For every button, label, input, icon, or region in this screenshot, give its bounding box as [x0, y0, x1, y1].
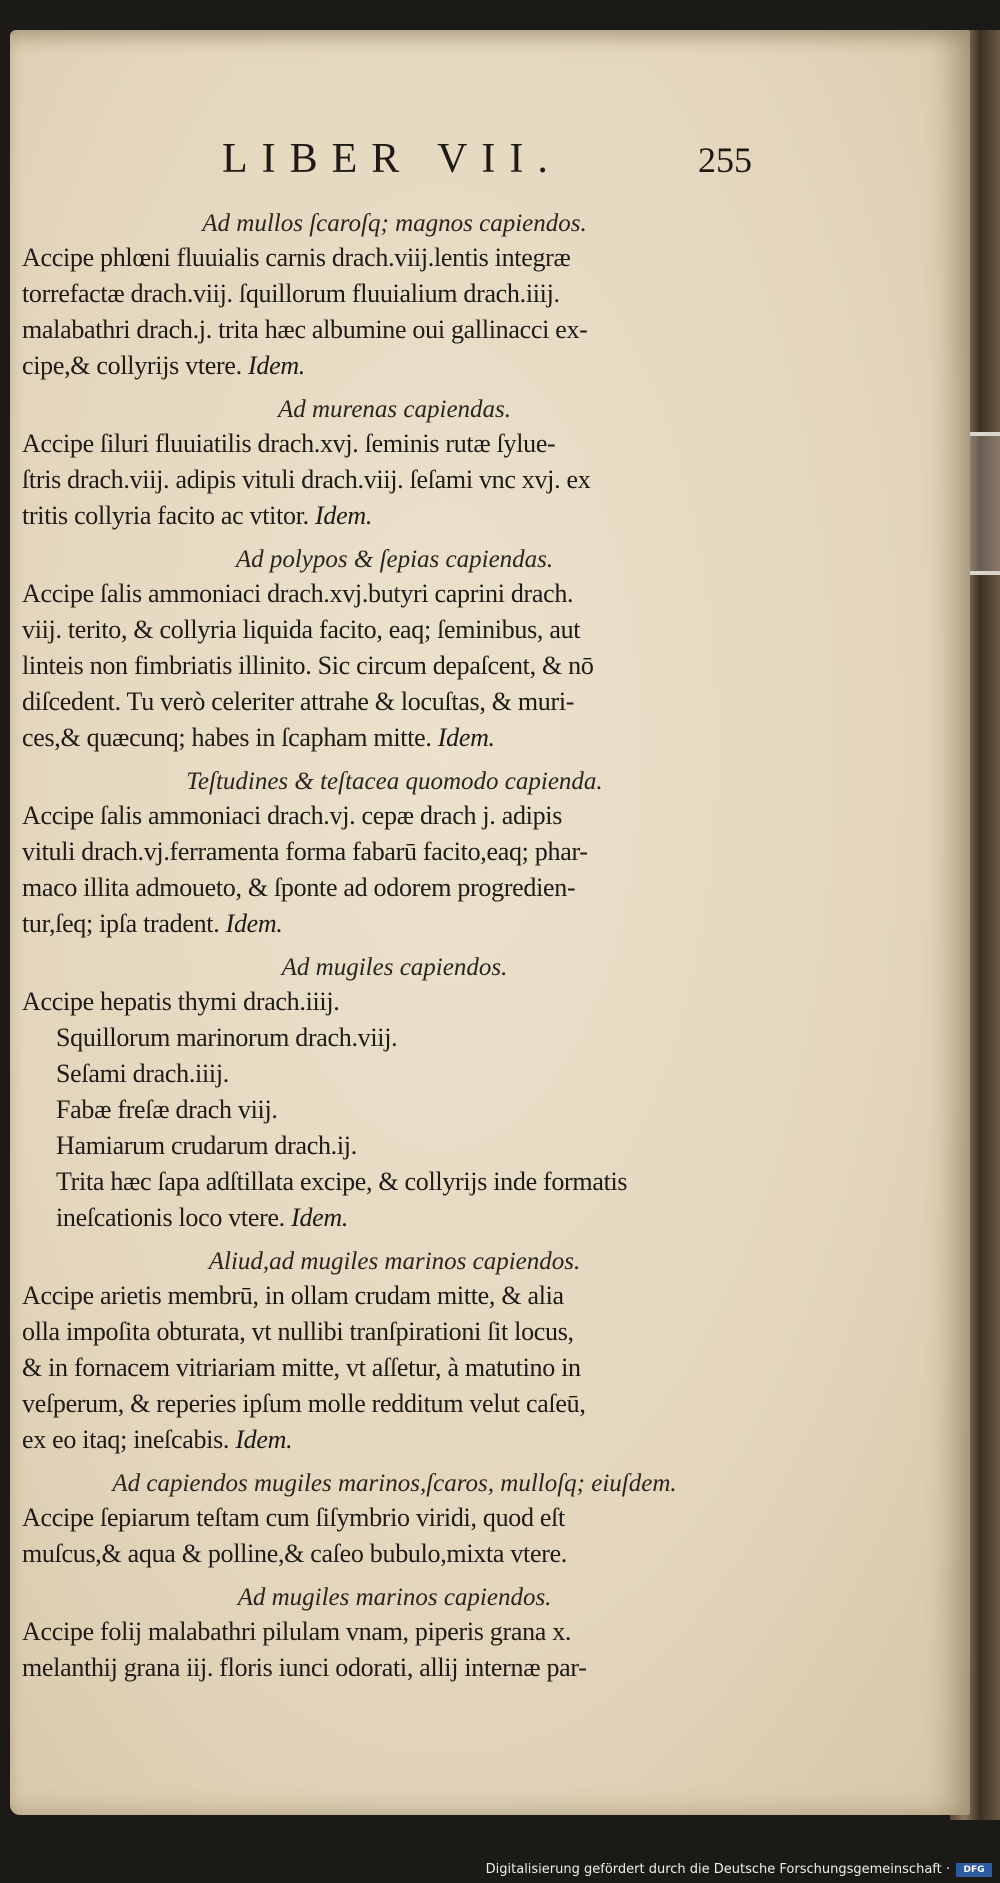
text-line: tritis collyria facito ac vtitor. Idem.	[22, 501, 373, 530]
credit-text: Digitalisierung gefördert durch die Deutsche Forschungsgemeinschaft ·	[485, 1862, 950, 1877]
text-line: Accipe ſepiarum teſtam cum ſiſymbrio viridi, quod eſt	[22, 1503, 565, 1532]
running-head: LIBER VII.	[222, 136, 562, 182]
text-line: ineſcationis loco vtere. Idem.	[56, 1203, 349, 1232]
text-line: Accipe arietis membrū, in ollam crudam mitte, & alia	[22, 1281, 564, 1310]
text-line: muſcus,& aqua & polline,& caſeo bubulo,mixta vtere.	[22, 1539, 568, 1568]
page-text	[22, 208, 767, 1696]
recipe-section	[22, 952, 767, 1246]
section-rubric: Ad mugiles capiendos.	[281, 954, 508, 981]
recipe-section	[22, 208, 767, 394]
section-rubric: Ad mugiles marinos capiendos.	[237, 1584, 552, 1611]
recipe-section	[22, 1582, 767, 1696]
recipe-section	[22, 1246, 767, 1468]
text-line: Hamiarum crudarum drach.ij.	[56, 1131, 357, 1160]
dfg-logo: DFG	[956, 1863, 992, 1877]
section-rubric: Aliud,ad mugiles marinos capiendos.	[208, 1248, 581, 1275]
recipe-section	[22, 544, 767, 766]
text-line: Accipe hepatis thymi drach.iiij.	[22, 987, 340, 1016]
attribution: Idem.	[437, 723, 495, 752]
text-line: Accipe ſalis ammoniaci drach.vj. cepæ drach j. adipis	[22, 801, 563, 830]
text-line: Squillorum marinorum drach.viij.	[56, 1023, 398, 1052]
text-line: cipe,& collyrijs vtere. Idem.	[22, 351, 305, 380]
text-line: Accipe ſalis ammoniaci drach.xvj.butyri caprini drach.	[22, 579, 574, 608]
text-line: Accipe phlœni fluuialis carnis drach.viij.lentis integræ	[22, 243, 571, 272]
text-line: torrefactæ drach.viij. ſquillorum fluuialium drach.iiij.	[22, 279, 560, 308]
recipe-section	[22, 1468, 767, 1582]
section-rubric: Ad polypos & ſepias capiendas.	[235, 546, 554, 573]
section-rubric: Ad capiendos mugiles marinos,ſcaros, mulloſq; eiuſdem.	[112, 1470, 677, 1497]
text-line: melanthij grana iij. floris iunci odorati, allij internæ par-	[22, 1653, 587, 1682]
text-line: Accipe folij malabathri pilulam vnam, piperis grana x.	[22, 1617, 572, 1646]
attribution: Idem.	[235, 1425, 293, 1454]
attribution: Idem.	[225, 909, 283, 938]
text-line: ces,& quæcunq; habes in ſcapham mitte. Idem.	[22, 723, 495, 752]
section-rubric: Ad mullos ſcaroſq; magnos capiendos.	[202, 210, 587, 237]
text-line: Fabæ freſæ drach viij.	[56, 1095, 278, 1124]
text-line: olla impoſita obturata, vt nullibi tranſpirationi ſit locus,	[22, 1317, 574, 1346]
text-line: viij. terito, & collyria liquida facito, eaq; ſeminibus, aut	[22, 615, 581, 644]
text-line: vituli drach.vj.ferramenta forma fabarū facito,eaq; phar-	[22, 837, 588, 866]
book-page	[10, 30, 970, 1815]
text-line: maco illita admoueto, & ſponte ad odorem progredien-	[22, 873, 576, 902]
section-rubric: Ad murenas capiendas.	[277, 396, 512, 423]
section-rubric: Teſtudines & teſtacea quomodo capienda.	[186, 768, 603, 795]
attribution: Idem.	[315, 501, 373, 530]
text-line: Seſami drach.iiij.	[56, 1059, 229, 1088]
text-line: diſcedent. Tu verò celeriter attrahe & locuſtas, & muri-	[22, 687, 575, 716]
page-header	[10, 135, 970, 195]
text-line: & in fornacem vitriariam mitte, vt aſſetur, à matutino in	[22, 1353, 581, 1382]
text-line: veſperum, & reperies ipſum molle redditum velut caſeū,	[22, 1389, 586, 1418]
recipe-section	[22, 394, 767, 544]
recipe-section	[22, 766, 767, 952]
text-line: ex eo itaq; ineſcabis. Idem.	[22, 1425, 293, 1454]
text-line: tur,ſeq; ipſa tradent. Idem.	[22, 909, 283, 938]
text-line: malabathri drach.j. trita hæc albumine oui gallinacci ex-	[22, 315, 588, 344]
text-line: Accipe ſiluri fluuiatilis drach.xvj. ſeminis rutæ ſylue-	[22, 429, 556, 458]
text-line: ſtris drach.viij. adipis vituli drach.viij. ſeſami vnc xvj. ex	[22, 465, 591, 494]
text-line: Trita hæc ſapa adſtillata excipe, & collyrijs inde formatis	[56, 1167, 628, 1196]
digitization-credit	[486, 1862, 992, 1877]
text-line: linteis non fimbriatis illinito. Sic circum depaſcent, & nō	[22, 651, 594, 680]
attribution: Idem.	[291, 1203, 349, 1232]
page-number: 255	[698, 140, 752, 180]
attribution: Idem.	[248, 351, 305, 380]
